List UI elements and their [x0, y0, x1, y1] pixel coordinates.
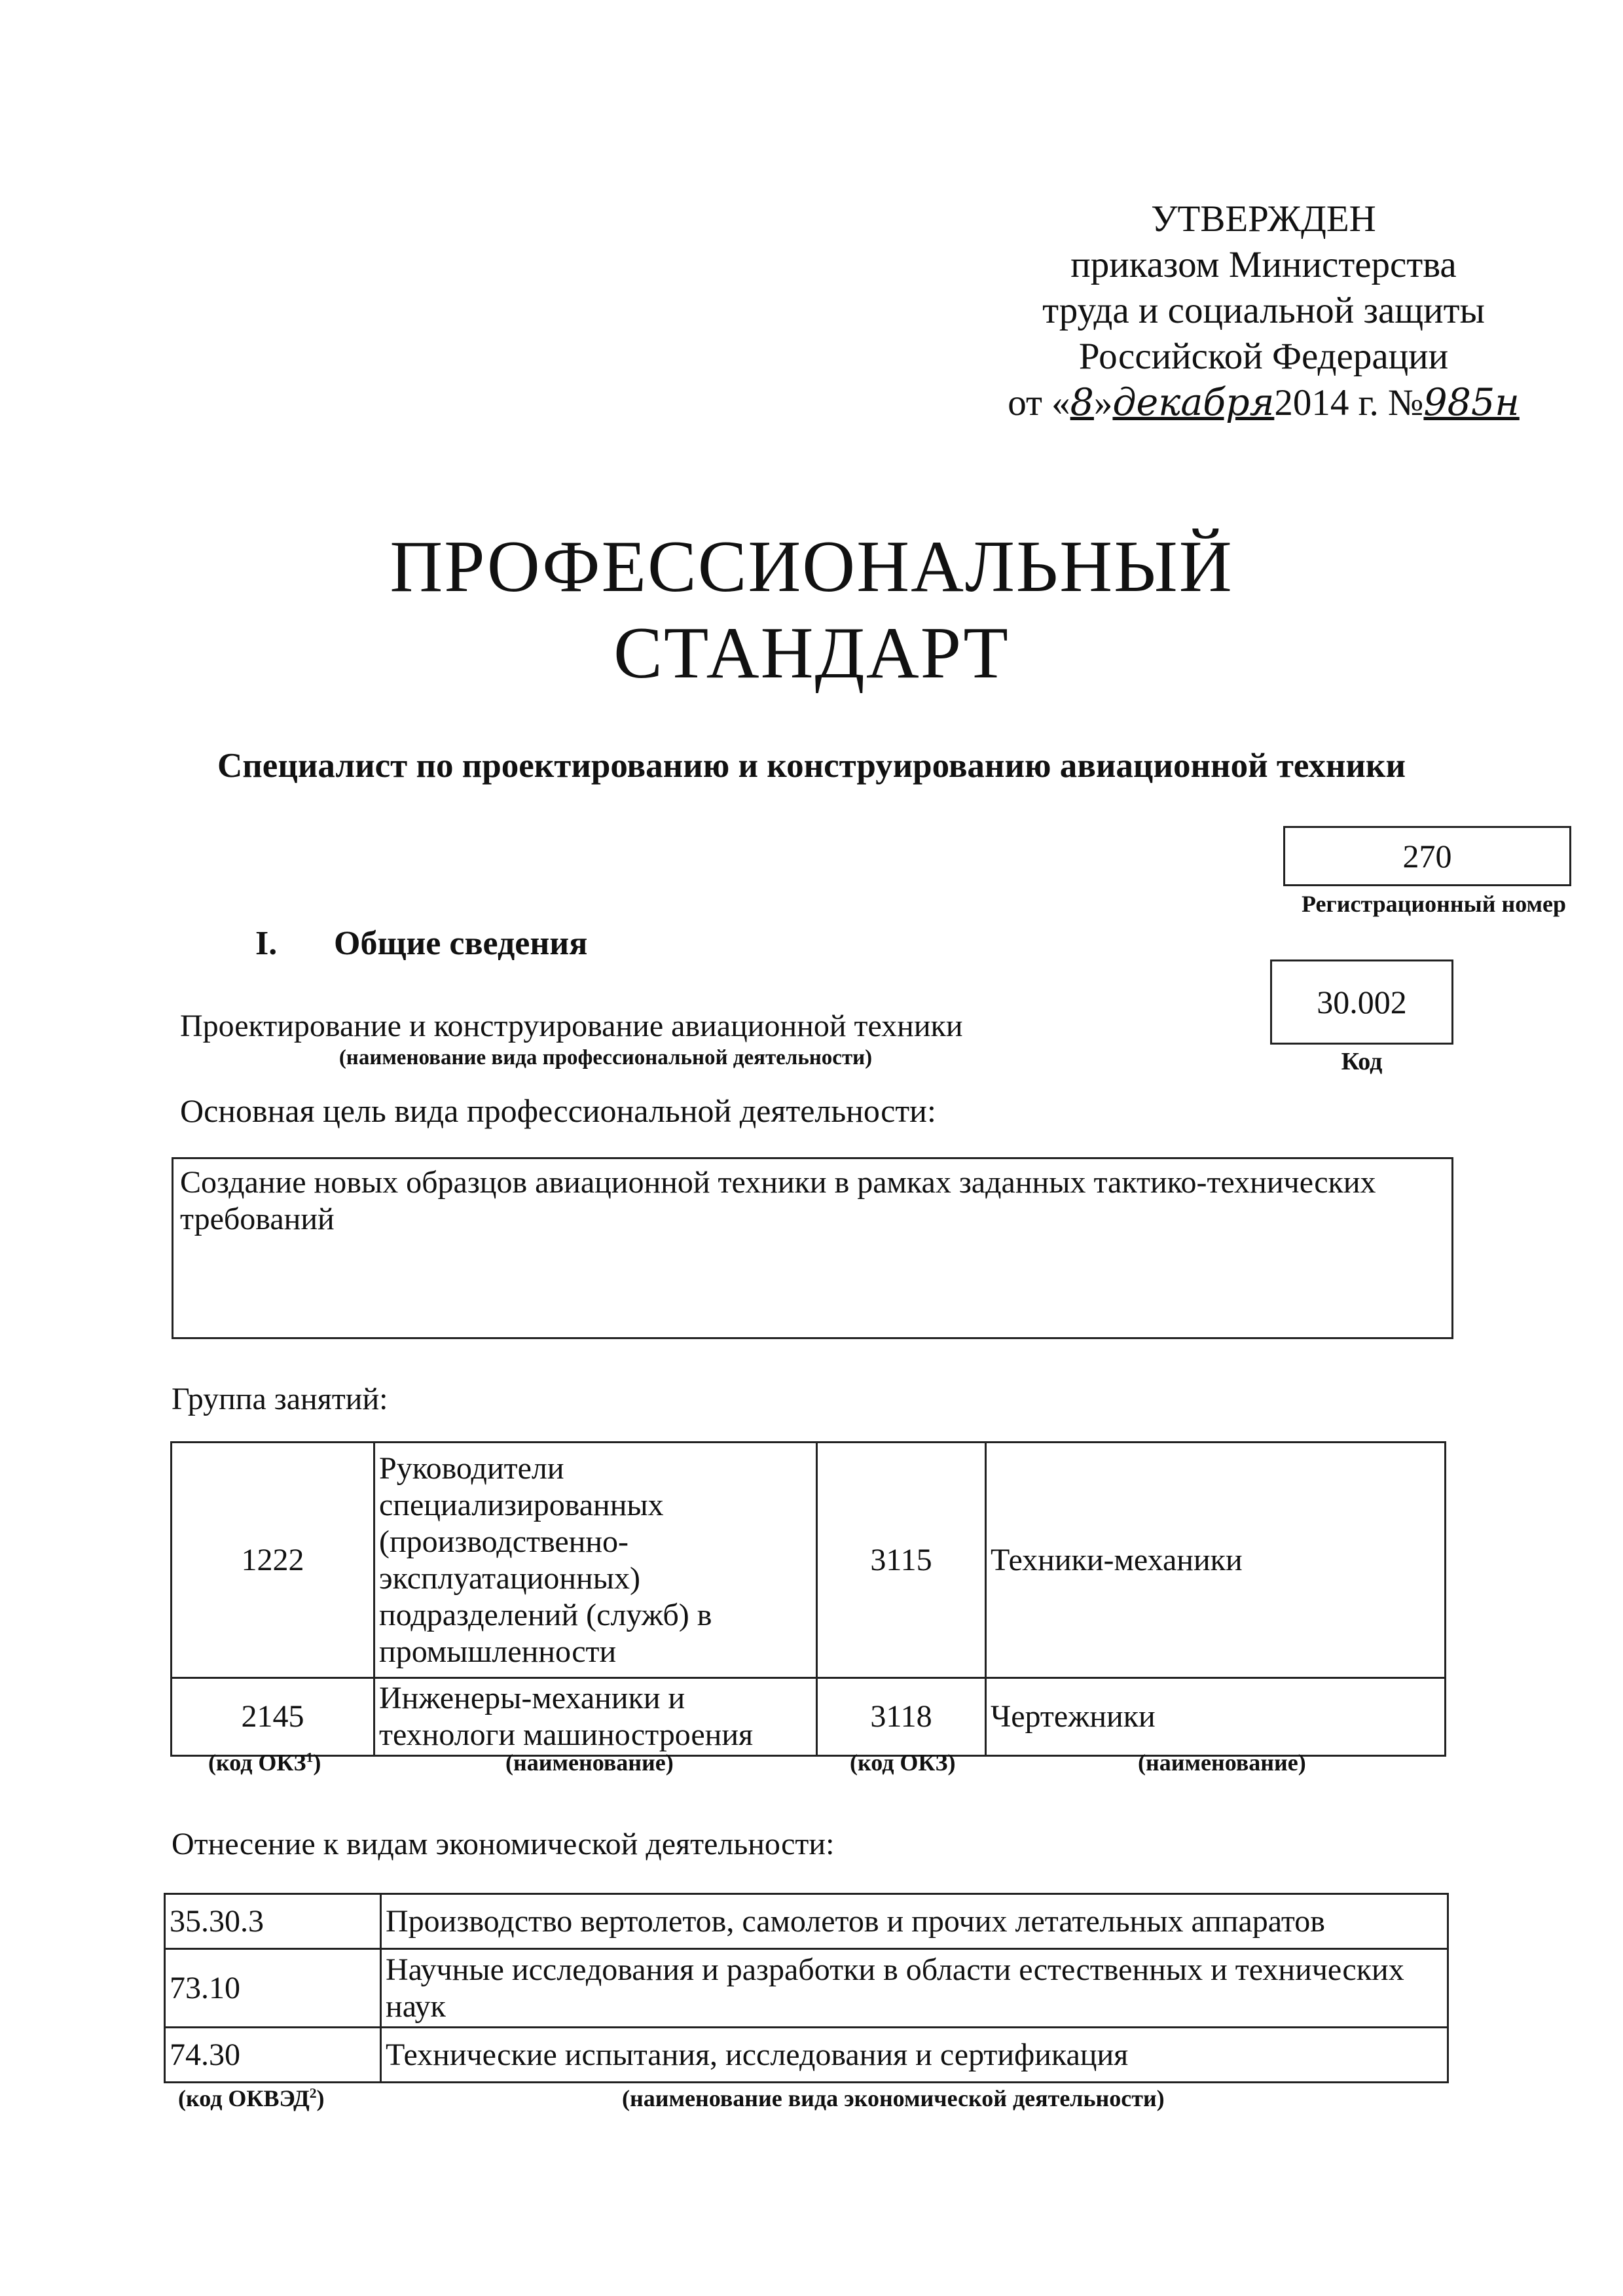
approval-line-2: приказом Министерства — [1070, 244, 1457, 285]
col-label-okz-code-2: (код ОКЗ) — [850, 1749, 956, 1776]
page-title-line-1: ПРОФЕССИОНАЛЬНЫЙ — [390, 526, 1233, 607]
col-label-text: (код ОКЗ — [208, 1749, 306, 1776]
okz-code-cell: 2145 — [172, 1678, 374, 1756]
okz-code-cell: 1222 — [172, 1443, 374, 1678]
col-label-okved-name: (наименование вида экономической деятельности) — [622, 2085, 1165, 2111]
date-mid: » — [1093, 382, 1113, 423]
occupation-group-table — [170, 1441, 1446, 1757]
standard-name: Специалист по проектированию и конструированию авиационной техники — [217, 747, 1406, 785]
okz-name-cell: Чертежники — [986, 1678, 1446, 1756]
table-row — [165, 2028, 1448, 2083]
activity-name-caption: (наименование вида профессиональной деятельности) — [338, 1046, 873, 1069]
purpose-label: Основная цель вида профессиональной деятельности: — [180, 1092, 936, 1129]
col-label-close: ) — [316, 2085, 325, 2111]
date-day: 8 — [1070, 381, 1094, 424]
okved-code-cell: 35.30.3 — [165, 1894, 381, 1949]
approval-line-4: Российской Федерации — [1078, 336, 1449, 377]
okz-code-cell: 3115 — [817, 1443, 986, 1678]
footnote-mark: 1 — [306, 1749, 314, 1765]
table-row — [172, 1678, 1446, 1756]
col-label-name-1: (наименование) — [505, 1749, 674, 1776]
activity-code-box: 30.002 — [1270, 960, 1453, 1045]
date-year: 2014 г. № — [1274, 382, 1424, 423]
col-label-name-2: (наименование) — [1138, 1749, 1306, 1776]
approval-line-1: УТВЕРЖДЕН — [1151, 198, 1376, 240]
approval-date-line — [969, 380, 1558, 426]
table-row — [165, 1894, 1448, 1949]
okz-name-cell: Инженеры-механики и технологи машиностроения — [374, 1678, 817, 1756]
col-label-okved-code — [178, 2085, 325, 2112]
okved-name-cell: Научные исследования и разработки в области естественных и технических наук — [381, 1949, 1448, 2028]
economic-activity-label: Отнесение к видам экономической деятельности: — [172, 1827, 835, 1861]
col-label-close: ) — [313, 1749, 321, 1776]
okved-name-cell: Производство вертолетов, самолетов и прочих летательных аппаратов — [381, 1894, 1448, 1949]
okz-name-cell: Руководители специализированных (производственно-эксплуатационных) подразделений (служб) в промышленности — [374, 1443, 817, 1678]
col-label-okz-code — [208, 1749, 321, 1776]
okved-code-cell: 74.30 — [165, 2028, 381, 2083]
col-label-text: (код ОКВЭД — [178, 2085, 310, 2111]
activity-code-label: Код — [1341, 1048, 1383, 1075]
table-row — [165, 1949, 1448, 2028]
approval-line-3: труда и социальной защиты — [1042, 290, 1485, 331]
section-number: I. — [255, 925, 278, 962]
registration-number-label: Регистрационный номер — [1301, 891, 1567, 917]
page-title-line-2: СТАНДАРТ — [613, 613, 1010, 694]
purpose-box: Создание новых образцов авиационной техники в рамках заданных тактико-технических требований — [172, 1157, 1453, 1339]
table-row — [172, 1443, 1446, 1678]
economic-activity-table — [164, 1893, 1449, 2083]
date-month: декабря — [1112, 381, 1275, 424]
footnote-mark: 2 — [309, 2085, 317, 2101]
section-heading — [255, 924, 587, 963]
section-title: Общие сведения — [334, 925, 588, 962]
date-prefix: от « — [1008, 382, 1070, 423]
occupation-group-label: Группа занятий: — [172, 1382, 388, 1416]
activity-name: Проектирование и конструирование авиационной техники — [180, 1009, 963, 1043]
okved-code-cell: 73.10 — [165, 1949, 381, 2028]
registration-number-box: 270 — [1283, 826, 1571, 886]
okved-name-cell: Технические испытания, исследования и сертификация — [381, 2028, 1448, 2083]
okz-name-cell: Техники-механики — [986, 1443, 1446, 1678]
order-number: 985н — [1423, 381, 1520, 424]
approval-block — [969, 196, 1558, 426]
okz-code-cell: 3118 — [817, 1678, 986, 1756]
